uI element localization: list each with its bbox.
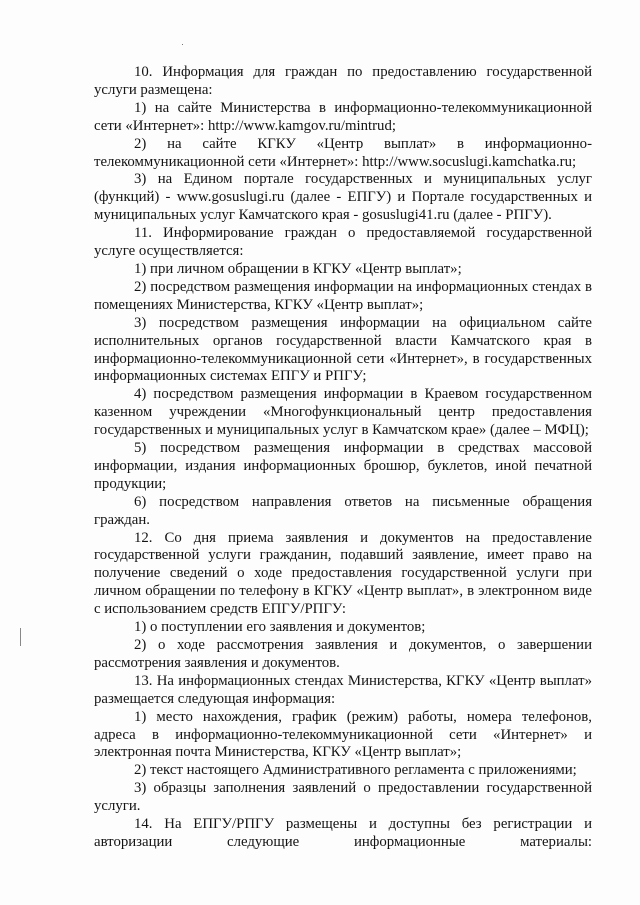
paragraph-11-item-5: 5) посредством размещения информации в средствах массовой информации, издания информационных брошюр, буклетов, иной печатной продукции; [94, 440, 592, 492]
paragraph-13-item-1: 1) место нахождения, график (режим) работы, номера телефонов, адреса в информационно-телекоммуникационной сети «Интернет» и электронная почта Министерства, КГКУ «Центр выплат»; [94, 708, 592, 761]
paragraph-11-item-1: 1) при личном обращении в КГКУ «Центр выплат»; [134, 260, 462, 277]
paragraph-11: 11. Информирование граждан о предоставляемой государственной услуге осуществляется: [94, 225, 592, 260]
paragraph-12-item-2: 2) о ходе рассмотрения заявления и документов, о завершении рассмотрения заявления и документов. [94, 637, 592, 671]
paragraph-10-item-2: 2) на сайте КГКУ «Центр выплат» в информационно-телекоммуникационной сети «Интернет»: http://www.socuslugi.kamchatka.ru; [94, 135, 592, 170]
paragraph-10: 10. Информация для граждан по предоставлению государственной услуги размещена: [94, 64, 592, 98]
paragraph-13: 13. На информационных стендах Министерства, КГКУ «Центр выплат» размещается следующая информация: [94, 672, 592, 707]
paragraph-12: 12. Со дня приема заявления и документов на предоставление государственной услуги гражданин, подавший заявление, имеет право на получение сведений о ходе предоставления государственной услуги при личном обращении по телефону в КГКУ «Центр выплат», в электронном виде с использованием средств ЕПГУ/РПГУ: [94, 529, 592, 618]
paragraph-13-item-3: 3) образцы заполнения заявлений о предоставлении государственной услуги. [94, 780, 592, 815]
paragraph-13-item-2: 2) текст настоящего Административного регламента с приложениями; [134, 762, 577, 779]
paragraph-11-item-4: 4) посредством размещения информации в Краевом государственном казенном учреждении «Многофункциональный центр предоставления государственных и муниципальных услуг в Камчатском крае» (далее – МФЦ); [94, 386, 592, 439]
document-body [94, 64, 592, 852]
paragraph-14: 14. На ЕПГУ/РПГУ размещены и доступны без регистрации и авторизации следующие информационные материалы: [94, 816, 592, 850]
paragraph-10-item-1: 1) на сайте Министерства в информационно-телекоммуникационной сети «Интернет»: http://www.kamgov.ru/mintrud; [94, 99, 592, 134]
paragraph-11-item-2: 2) посредством размещения информации на информационных стендах в помещениях Министерства, КГКУ «Центр выплат»; [94, 278, 592, 313]
paragraph-12-item-1: 1) о поступлении его заявления и документов; [134, 619, 426, 636]
margin-mark [20, 628, 21, 646]
paragraph-11-item-6: 6) посредством направления ответов на письменные обращения граждан. [94, 493, 592, 528]
paragraph-10-item-3: 3) на Едином портале государственных и муниципальных услуг (функций) - www.gosuslugi.ru (далее - ЕПГУ) и Портале государственных и муниципальных услуг Камчатского края - gosuslugi41.ru (далее - РПГУ). [94, 171, 592, 224]
paragraph-11-item-3: 3) посредством размещения информации на официальном сайте исполнительных органов государственной власти Камчатского края в информационно-телекоммуникационной сети «Интернет», в государственных информационных системах ЕПГУ и РПГУ; [94, 314, 592, 385]
scan-speck [182, 44, 183, 45]
